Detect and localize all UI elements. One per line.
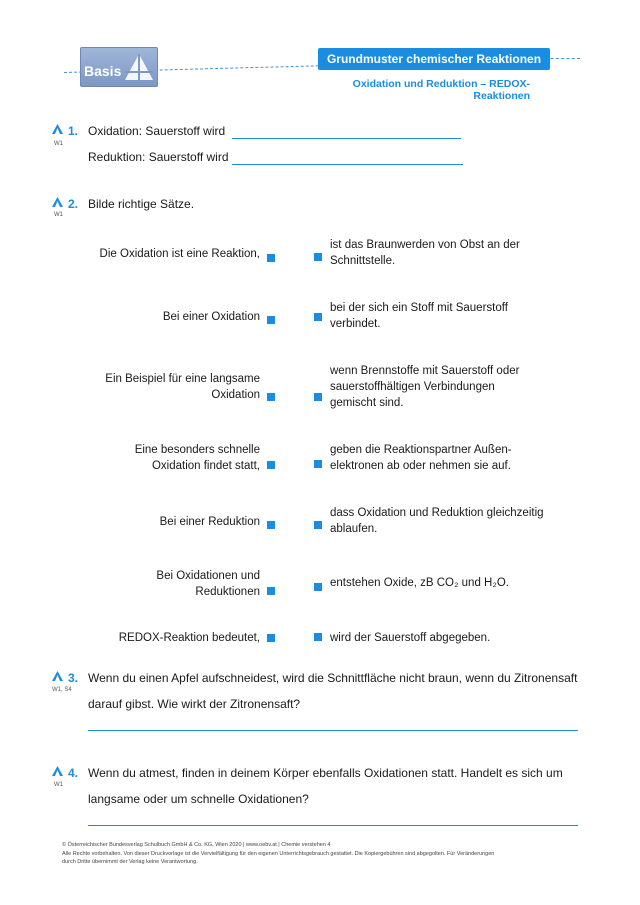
match-right-item: geben die Reaktionspartner Außen- elektronen ab oder nehmen sie auf. bbox=[330, 444, 512, 472]
match-left-item: Bei einer Reduktion bbox=[159, 516, 260, 528]
match-left-square[interactable] bbox=[267, 254, 275, 262]
match-right-item: wenn Brennstoffe mit Sauerstoff oder sauerstoffhältigen Verbindungen gemischt sind. bbox=[330, 365, 520, 409]
competence-tag: W1 bbox=[54, 141, 63, 147]
match-right-item: dass Oxidation und Reduktion gleichzeitig ablaufen. bbox=[330, 507, 544, 535]
question-text: darauf gibst. Wie wirkt der Zitronensaft? bbox=[88, 697, 301, 711]
subtitle: Oxidation und Reduktion – REDOX-Reaktionen bbox=[352, 78, 530, 102]
question-text: Oxidation: Sauerstoff wird bbox=[88, 124, 226, 138]
match-right-square[interactable] bbox=[314, 633, 322, 641]
match-left-item: Bei Oxidationen und Reduktionen bbox=[156, 570, 260, 598]
question-number: 3. bbox=[68, 671, 79, 685]
match-left-item: Die Oxidation ist eine Reaktion, bbox=[99, 248, 260, 260]
match-left-square[interactable] bbox=[267, 461, 275, 469]
footer-disclaimer: durch Dritte übernimmt der Verlag keine Verantwortung. bbox=[62, 859, 198, 865]
footer-copyright: © Österreichischer Bundesverlag Schulbuch GmbH & Co. KG, Wien 2020 | www.oebv.at | Chemie verstehen 4 bbox=[62, 842, 331, 848]
answer-line[interactable] bbox=[232, 164, 463, 165]
match-left-square[interactable] bbox=[267, 521, 275, 529]
question-text: Wenn du atmest, finden in deinem Körper ebenfalls Oxidationen statt. Handelt es sich um bbox=[88, 766, 563, 780]
match-right-square[interactable] bbox=[314, 393, 322, 401]
match-right-item: wird der Sauerstoff abgegeben. bbox=[330, 632, 491, 644]
logo-label: Basis bbox=[84, 63, 122, 79]
match-right-square[interactable] bbox=[314, 313, 322, 321]
match-right-square[interactable] bbox=[314, 521, 322, 529]
match-left-item: REDOX-Reaktion bedeutet, bbox=[118, 632, 260, 644]
competence-tag: W1 bbox=[54, 212, 63, 218]
banner-title: Grundmuster chemischer Reaktionen bbox=[318, 48, 550, 70]
question-number: 2. bbox=[68, 197, 79, 211]
match-left-item: Ein Beispiel für eine langsame Oxidation bbox=[105, 373, 260, 401]
question-text: Bilde richtige Sätze. bbox=[88, 197, 195, 211]
match-right-square[interactable] bbox=[314, 253, 322, 261]
difficulty-triangle-icon bbox=[52, 671, 63, 682]
match-right-item: bei der sich ein Stoff mit Sauerstoff verbindet. bbox=[330, 302, 508, 330]
match-right-item: ist das Braunwerden von Obst an der Schnittstelle. bbox=[330, 239, 520, 267]
answer-line[interactable] bbox=[88, 730, 578, 731]
match-left-square[interactable] bbox=[267, 634, 275, 642]
match-right-item: entstehen Oxide, zB CO₂ und H₂O. bbox=[330, 577, 509, 589]
question-number: 4. bbox=[68, 766, 79, 780]
question-text: Reduktion: Sauerstoff wird bbox=[88, 150, 229, 164]
footer-rights: Alle Rechte vorbehalten. Von dieser Druckvorlage ist die Vervielfältigung für den eigenen Unterrichtsgebrauch gestattet. Die Kopiergebühren sind abgegolten. Für Veränderungen bbox=[62, 851, 495, 857]
competence-tag: W1 bbox=[54, 782, 63, 788]
match-left-square[interactable] bbox=[267, 316, 275, 324]
competence-tag: W1, S4 bbox=[52, 687, 72, 693]
difficulty-triangle-icon bbox=[52, 766, 63, 777]
match-left-square[interactable] bbox=[267, 393, 275, 401]
match-right-square[interactable] bbox=[314, 460, 322, 468]
answer-line[interactable] bbox=[88, 825, 578, 826]
match-left-item: Eine besonders schnelle Oxidation findet statt, bbox=[134, 444, 260, 472]
question-text: langsame oder um schnelle Oxidationen? bbox=[88, 792, 309, 806]
difficulty-triangle-icon bbox=[52, 197, 63, 208]
question-number: 1. bbox=[68, 124, 79, 138]
match-left-square[interactable] bbox=[267, 587, 275, 595]
match-left-item: Bei einer Oxidation bbox=[162, 311, 260, 323]
match-right-square[interactable] bbox=[314, 583, 322, 591]
answer-line[interactable] bbox=[232, 138, 461, 139]
question-text: Wenn du einen Apfel aufschneidest, wird die Schnittfläche nicht braun, wenn du Zitronensaft bbox=[88, 671, 578, 685]
difficulty-triangle-icon bbox=[52, 124, 63, 135]
